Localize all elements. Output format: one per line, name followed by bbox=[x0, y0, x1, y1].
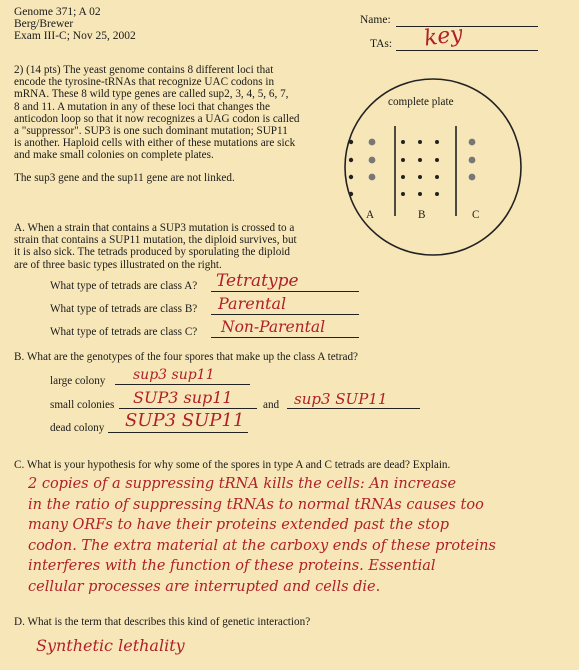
intro-line: mRNA. These 8 wild type genes are called sup2, 3, 4, 5, 6, 7, bbox=[14, 88, 289, 101]
plate-label-b: B bbox=[418, 209, 426, 221]
answer-line-text: many ORFs to have their proteins extended past the stop bbox=[28, 517, 449, 533]
colony-small bbox=[418, 175, 422, 179]
colony-small bbox=[349, 175, 353, 179]
tas-label: TAs: bbox=[370, 38, 393, 50]
name-field-line bbox=[396, 26, 538, 27]
answer-line-text: cellular processes are interrupted and cells die. bbox=[28, 578, 381, 595]
colony-small bbox=[401, 175, 405, 179]
question-a1: What type of tetrads are class A? bbox=[50, 280, 198, 292]
plate-label-c: C bbox=[472, 209, 480, 221]
intro-paragraph bbox=[14, 64, 344, 162]
intro-line: anticodon loop so that it now recognizes a UAG codon is called bbox=[14, 112, 300, 125]
plate-title: complete plate bbox=[388, 96, 454, 108]
large-colony-answer: sup3 sup11 bbox=[133, 367, 215, 383]
colony-large bbox=[369, 174, 376, 181]
small-colonies-label: small colonies bbox=[50, 399, 115, 411]
answer-line-text: 2 copies of a suppressing tRNA kills the cells: An increase bbox=[28, 476, 457, 492]
colony-small bbox=[418, 158, 422, 162]
colony-small bbox=[435, 158, 439, 162]
answer-line bbox=[211, 337, 359, 338]
dead-colony-answer: SUP3 SUP11 bbox=[125, 410, 245, 431]
colony-large bbox=[369, 139, 376, 146]
name-label: Name: bbox=[360, 14, 391, 26]
colony-small bbox=[349, 158, 353, 162]
tetrad-b bbox=[401, 140, 439, 196]
tas-answer: key bbox=[422, 21, 465, 52]
course-title: Genome 371; A 02 bbox=[14, 6, 101, 18]
colony-small bbox=[401, 192, 405, 196]
section-a-line: A. When a strain that contains a SUP3 mutation is crossed to a bbox=[14, 222, 295, 234]
colony-small bbox=[418, 192, 422, 196]
section-c-answer bbox=[28, 474, 496, 597]
colony-small bbox=[349, 140, 353, 144]
small-colony-answer-2: sup3 SUP11 bbox=[294, 390, 388, 408]
colony-large bbox=[469, 157, 476, 164]
colony-small bbox=[418, 140, 422, 144]
not-linked-statement: The sup3 gene and the sup11 gene are not linked. bbox=[14, 172, 235, 184]
answer-line-text: in the ratio of suppressing tRNAs to normal tRNAs causes too bbox=[28, 496, 484, 513]
section-b-question: B. What are the genotypes of the four spores that make up the class A tetrad? bbox=[14, 351, 359, 363]
colony-large bbox=[369, 157, 376, 164]
answer-a2: Parental bbox=[218, 294, 287, 313]
section-a-line: strain that contains a SUP11 mutation, the diploid survives, but bbox=[14, 234, 297, 247]
intro-line: 8 and 11. A mutation in any of these loci that changes the bbox=[14, 100, 270, 113]
answer-line bbox=[115, 384, 250, 385]
intro-line: a "suppressor". SUP3 is one such dominant mutation; SUP11 bbox=[14, 125, 288, 138]
answer-line bbox=[211, 291, 359, 292]
colony-large bbox=[469, 139, 476, 146]
large-colony-label: large colony bbox=[50, 375, 106, 387]
and-label: and bbox=[263, 399, 280, 411]
tas-field-line bbox=[396, 50, 538, 51]
answer-line bbox=[119, 408, 257, 409]
answer-line bbox=[287, 408, 420, 409]
tetrad-a bbox=[349, 139, 376, 197]
plate-label-a: A bbox=[366, 209, 375, 221]
answer-a3: Non-Parental bbox=[221, 318, 326, 336]
colony-small bbox=[435, 175, 439, 179]
section-d-question: D. What is the term that describes this kind of genetic interaction? bbox=[14, 616, 311, 628]
tetrad-c bbox=[469, 139, 476, 181]
section-a-line: it is also sick. The tetrads produced by sporulating the diploid bbox=[14, 246, 291, 259]
colony-small bbox=[401, 140, 405, 144]
exam-title: Exam III-C; Nov 25, 2002 bbox=[14, 30, 136, 42]
section-c-question: C. What is your hypothesis for why some of the spores in type A and C tetrads are dead? Explain. bbox=[14, 459, 451, 471]
section-d-answer: Synthetic lethality bbox=[36, 636, 185, 655]
colony-small bbox=[435, 192, 439, 196]
small-colony-answer-1: SUP3 sup11 bbox=[133, 388, 233, 407]
colony-small bbox=[401, 158, 405, 162]
answer-line bbox=[211, 314, 359, 315]
answer-line-text: codon. The extra material at the carboxy ends of these proteins bbox=[28, 537, 496, 554]
question-a3: What type of tetrads are class C? bbox=[50, 326, 198, 338]
answer-line bbox=[108, 432, 248, 433]
intro-line: is another. Haploid cells with either of these mutations are sick bbox=[14, 137, 296, 150]
instructors: Berg/Brewer bbox=[14, 18, 74, 30]
colony-large bbox=[469, 174, 476, 181]
section-a-line: are of three basic types illustrated on the right. bbox=[14, 258, 222, 271]
intro-line: encode the tyrosine-tRNAs that recognize UAC codons in bbox=[14, 76, 275, 89]
intro-line: and make small colonies on complete plates. bbox=[14, 149, 214, 162]
colony-small bbox=[349, 192, 353, 196]
dead-colony-label: dead colony bbox=[50, 422, 105, 434]
answer-line-text: interferes with the function of these proteins. Essential bbox=[28, 558, 436, 574]
colony-small bbox=[435, 140, 439, 144]
question-a2: What type of tetrads are class B? bbox=[50, 303, 198, 315]
section-a-text bbox=[14, 222, 297, 271]
answer-a1: Tetratype bbox=[216, 271, 299, 291]
intro-line: 2) (14 pts) The yeast genome contains 8 different loci that bbox=[14, 64, 274, 76]
